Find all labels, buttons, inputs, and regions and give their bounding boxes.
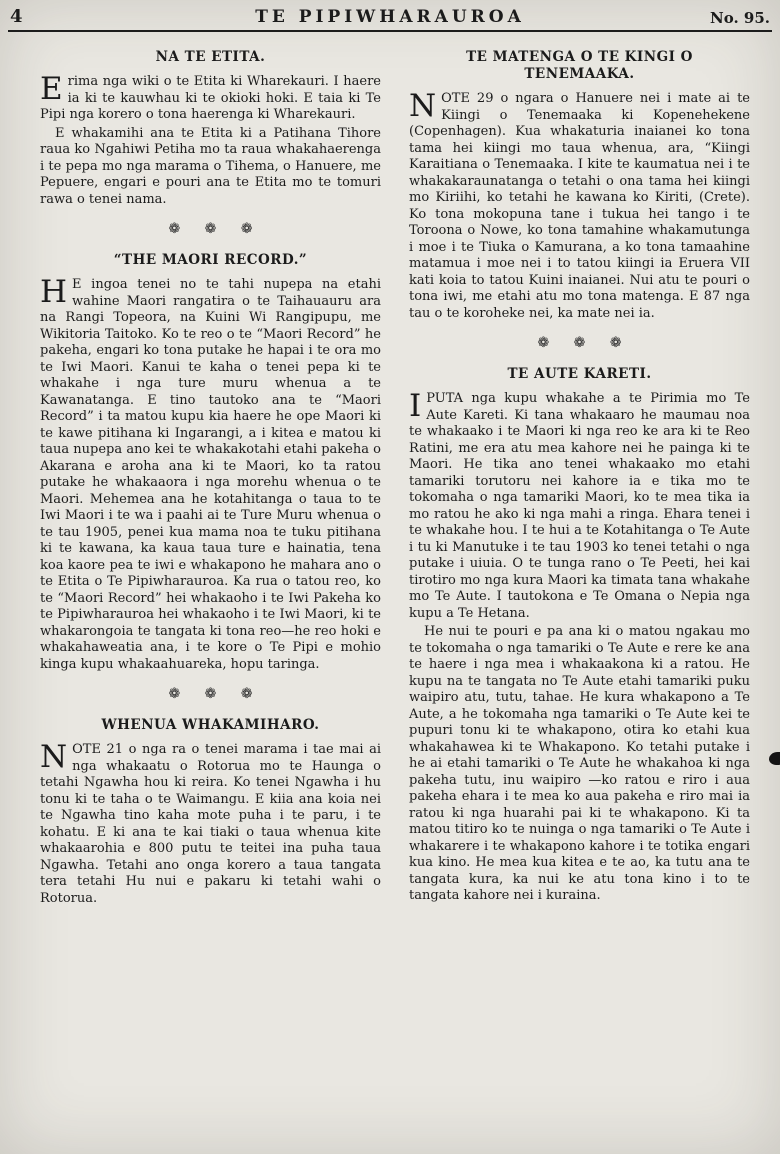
paragraph-text: PUTA nga kupu whakahe a te Pirimia mo Te Aute Kareti. Ki tana whakaaro he maumau noa te whakaako i te Maori ki nga reo ke ara ki te Reo Ratini, me era atu mea kahore nei he painga ki te Maori. He tika ano tenei whakaako mo etahi tamariki torutoru nei kahore ia e tika mo te tokomaha o nga tamariki Maori, ko te mea tika ia mo ratou he ako ki nga mahi a ringa. Ehara tenei i te whakahe hou. I te hui a te Kotahitanga o Te Aute i tu ki Manutuke i te tau 1903 ko tenei tetahi o nga putake i uiuia. O te tunga rano o Te Peeti, hei kai tirotiro mo nga kura Maori ka timata tana whakahe mo Te Aute. I tautokona e Te Omana o Nepia nga kupu a Te Hetana.	[409, 391, 750, 621]
column-left	[40, 34, 381, 909]
drop-cap: E	[40, 71, 63, 107]
flower-ornament-row: ❁ ❁ ❁	[537, 335, 622, 351]
drop-cap: H	[40, 274, 68, 310]
masthead-title: TE PIPIWHARAUROA	[255, 7, 525, 27]
paragraph	[40, 71, 381, 124]
article-heading: TE MATENGA O TE KINGI O TENEMAAKA.	[466, 49, 693, 82]
flower-ornament-row: ❁ ❁ ❁	[168, 686, 253, 702]
drop-cap: N	[409, 88, 437, 124]
paragraph	[40, 739, 381, 907]
column-right	[409, 34, 750, 909]
ink-smudge	[769, 752, 780, 765]
page-header	[0, 0, 780, 30]
article-heading: TE AUTE KARETI.	[507, 366, 652, 382]
article-maori-record	[40, 252, 381, 673]
paragraph: E whakamihi ana te Etita ki a Patihana Tihore raua ko Ngahiwi Petiha mo ta raua whakahaerenga i te pepa mo nga marama o Tihema, o Hanuere, me Pepuere, engari e pouri ana te Etita mo te tomuri rawa o tenei nama.	[40, 125, 381, 207]
column-layout	[0, 32, 780, 909]
article-heading: WHENUA WHAKAMIHARO.	[101, 717, 320, 733]
article-heading: “THE MAORI RECORD.”	[113, 252, 308, 268]
article-na-te-etita	[40, 49, 381, 208]
paragraph	[40, 274, 381, 673]
paragraph: He nui te pouri e pa ana ki o matou ngakau mo te tokomaha o nga tamariki o Te Aute e rere ke ana te haere i nga mea i whakaakona ki a ratou. He kupu na te tangata no Te Aute etahi tamariki puku waipiro atu, tutu, tahae. He kura whakapono a Te Aute, a he tokomaha nga tamariki o Te Aute kei te pupuri tonu ki te whakapono, otira ko etahi kua whakahawea ki te Whakapono. Ko tetahi putake i he ai etahi tamariki o Te Aute he whakahoa ki nga pakeha tutu, inu waipiro —ko ratou e riro i aua pakeha ehara i te mea ko aua pakeha e riro mai ia ratou ki nga huarahi pai ki te whakapono. Ki ta matou titiro ko te nuinga o nga tamariki o Te Aute i whakarere i te whakapono kahore i te totika engari kua kino. He mea kua kitea e te ao, ka tutu ana te tangata kura, ka nui ke atu tona kino i to te tangata kahore nei i kuraina.	[409, 624, 750, 903]
article-te-matenga	[409, 49, 750, 322]
paragraph-text: E ingoa tenei no te tahi nupepa na etahi wahine Maori rangatira o te Taihauauru ara na Rangi Topeora, na Kuini Wi Rangipupu, me Wikitoria Taitoko. Ko te reo o te “Maori Record” he pakeha, engari ko tona putake he hapai i te ora mo te Iwi Maori. Kanui te kaha o tenei pepa ki te whakahe i nga ture muru whenua a te Kawanatanga. E tino tautoko ana te “Maori Record” i ta matou kupu kia haere he ope Maori ki te kawe pitihana ki Ingarangi, a i kitea e matou ki taua nupepa ano kei te whakakotahi etahi pakeha o Akarana e aroha ana ki te Maori, ko ta ratou putake he whakaaora i nga morehu whenua o te Maori. Mehemea ana he kotahitanga o taua to te Iwi Maori i te wa i paahi ai te Ture Muru whenua o te tau 1905, penei kua mama noa te tuku pitihana ki te kawana, ka kaua taua ture e hainatia, tena koa kaore pea te iwi e whakapono he mahara ano o te Etita o Te Pipiwharauroa. Ka rua o tatou reo, ko te “Maori Record” hei whakaoho i te Iwi Pakeha ko te Pipiwharauroa hei whakaoho i te Iwi Maori, ki te whakarongoia te tangata ki tona reo—he reo hoki e whakahaweatia ana, i te kore o Te Pipi e mohio kinga kupu whakaahuareka, hopu taringa.	[40, 277, 381, 672]
article-heading: NA TE ETITA.	[155, 49, 266, 65]
article-te-aute-kareti	[409, 366, 750, 905]
page-number: 4	[10, 6, 23, 27]
paragraph	[409, 88, 750, 322]
drop-cap: I	[409, 388, 422, 424]
paragraph	[409, 388, 750, 622]
drop-cap: N	[40, 739, 68, 775]
issue-number: No. 95.	[710, 9, 770, 27]
flower-ornament-row: ❁ ❁ ❁	[168, 221, 253, 237]
article-whenua-whakamiharo	[40, 717, 381, 907]
paragraph-text: OTE 29 o ngara o Hanuere nei i mate ai te Kiingi o Tenemaaka ki Kopenehekene (Copenhagen). Kua whakaturia inaianei ko tona tama hei kiingi mo taua whenua, ara, “Kiingi Karaitiana o Tenemaaka. I kite te kaumatua nei i te whakakaraunatanga o tetahi o ona tama hei kiingi mo Kiriihi, ko tetahi he kawana ko Kiriti, (Crete). Ko tona mokopuna tane i tukua hei tango i te Toroona o Nowe, ko tona tamahine whakamutunga i moe i te Tiuka o Kamurana, a ko tona tamaahine matamua i moe nei i to tatou kiingi ia Eruera VII kati koia to tatou Kuini inaianei. Nui atu te pouri o tona iwi, me etahi atu mo tona matenga. E 87 nga tau o te koroheke nei, ka mate nei ia.	[409, 91, 750, 321]
paragraph-text: rima nga wiki o te Etita ki Wharekauri. I haere ia ki te kauwhau ki te okioki hoki. E taia ki Te Pipi nga korero o tona haerenga ki Wharekauri.	[40, 74, 381, 122]
paragraph-text: OTE 21 o nga ra o tenei marama i tae mai ai nga whakaatu o Rotorua mo te Haunga o tetahi Ngawha hou ki reira. Ko tenei Ngawha i hu tonu ki te taha o te Waimangu. E kiia ana koia nei te Ngawha tino kaha mote puha i te paru, i te kohatu. E ki ana te kai tiaki o taua whenua kite whakaarohia e 800 putu te teitei ina puha taua Ngawha. Tetahi ano onga korero a taua tangata tera tetahi Hu nui e pakaru ki tetahi wahi o Rotorua.	[40, 742, 381, 906]
